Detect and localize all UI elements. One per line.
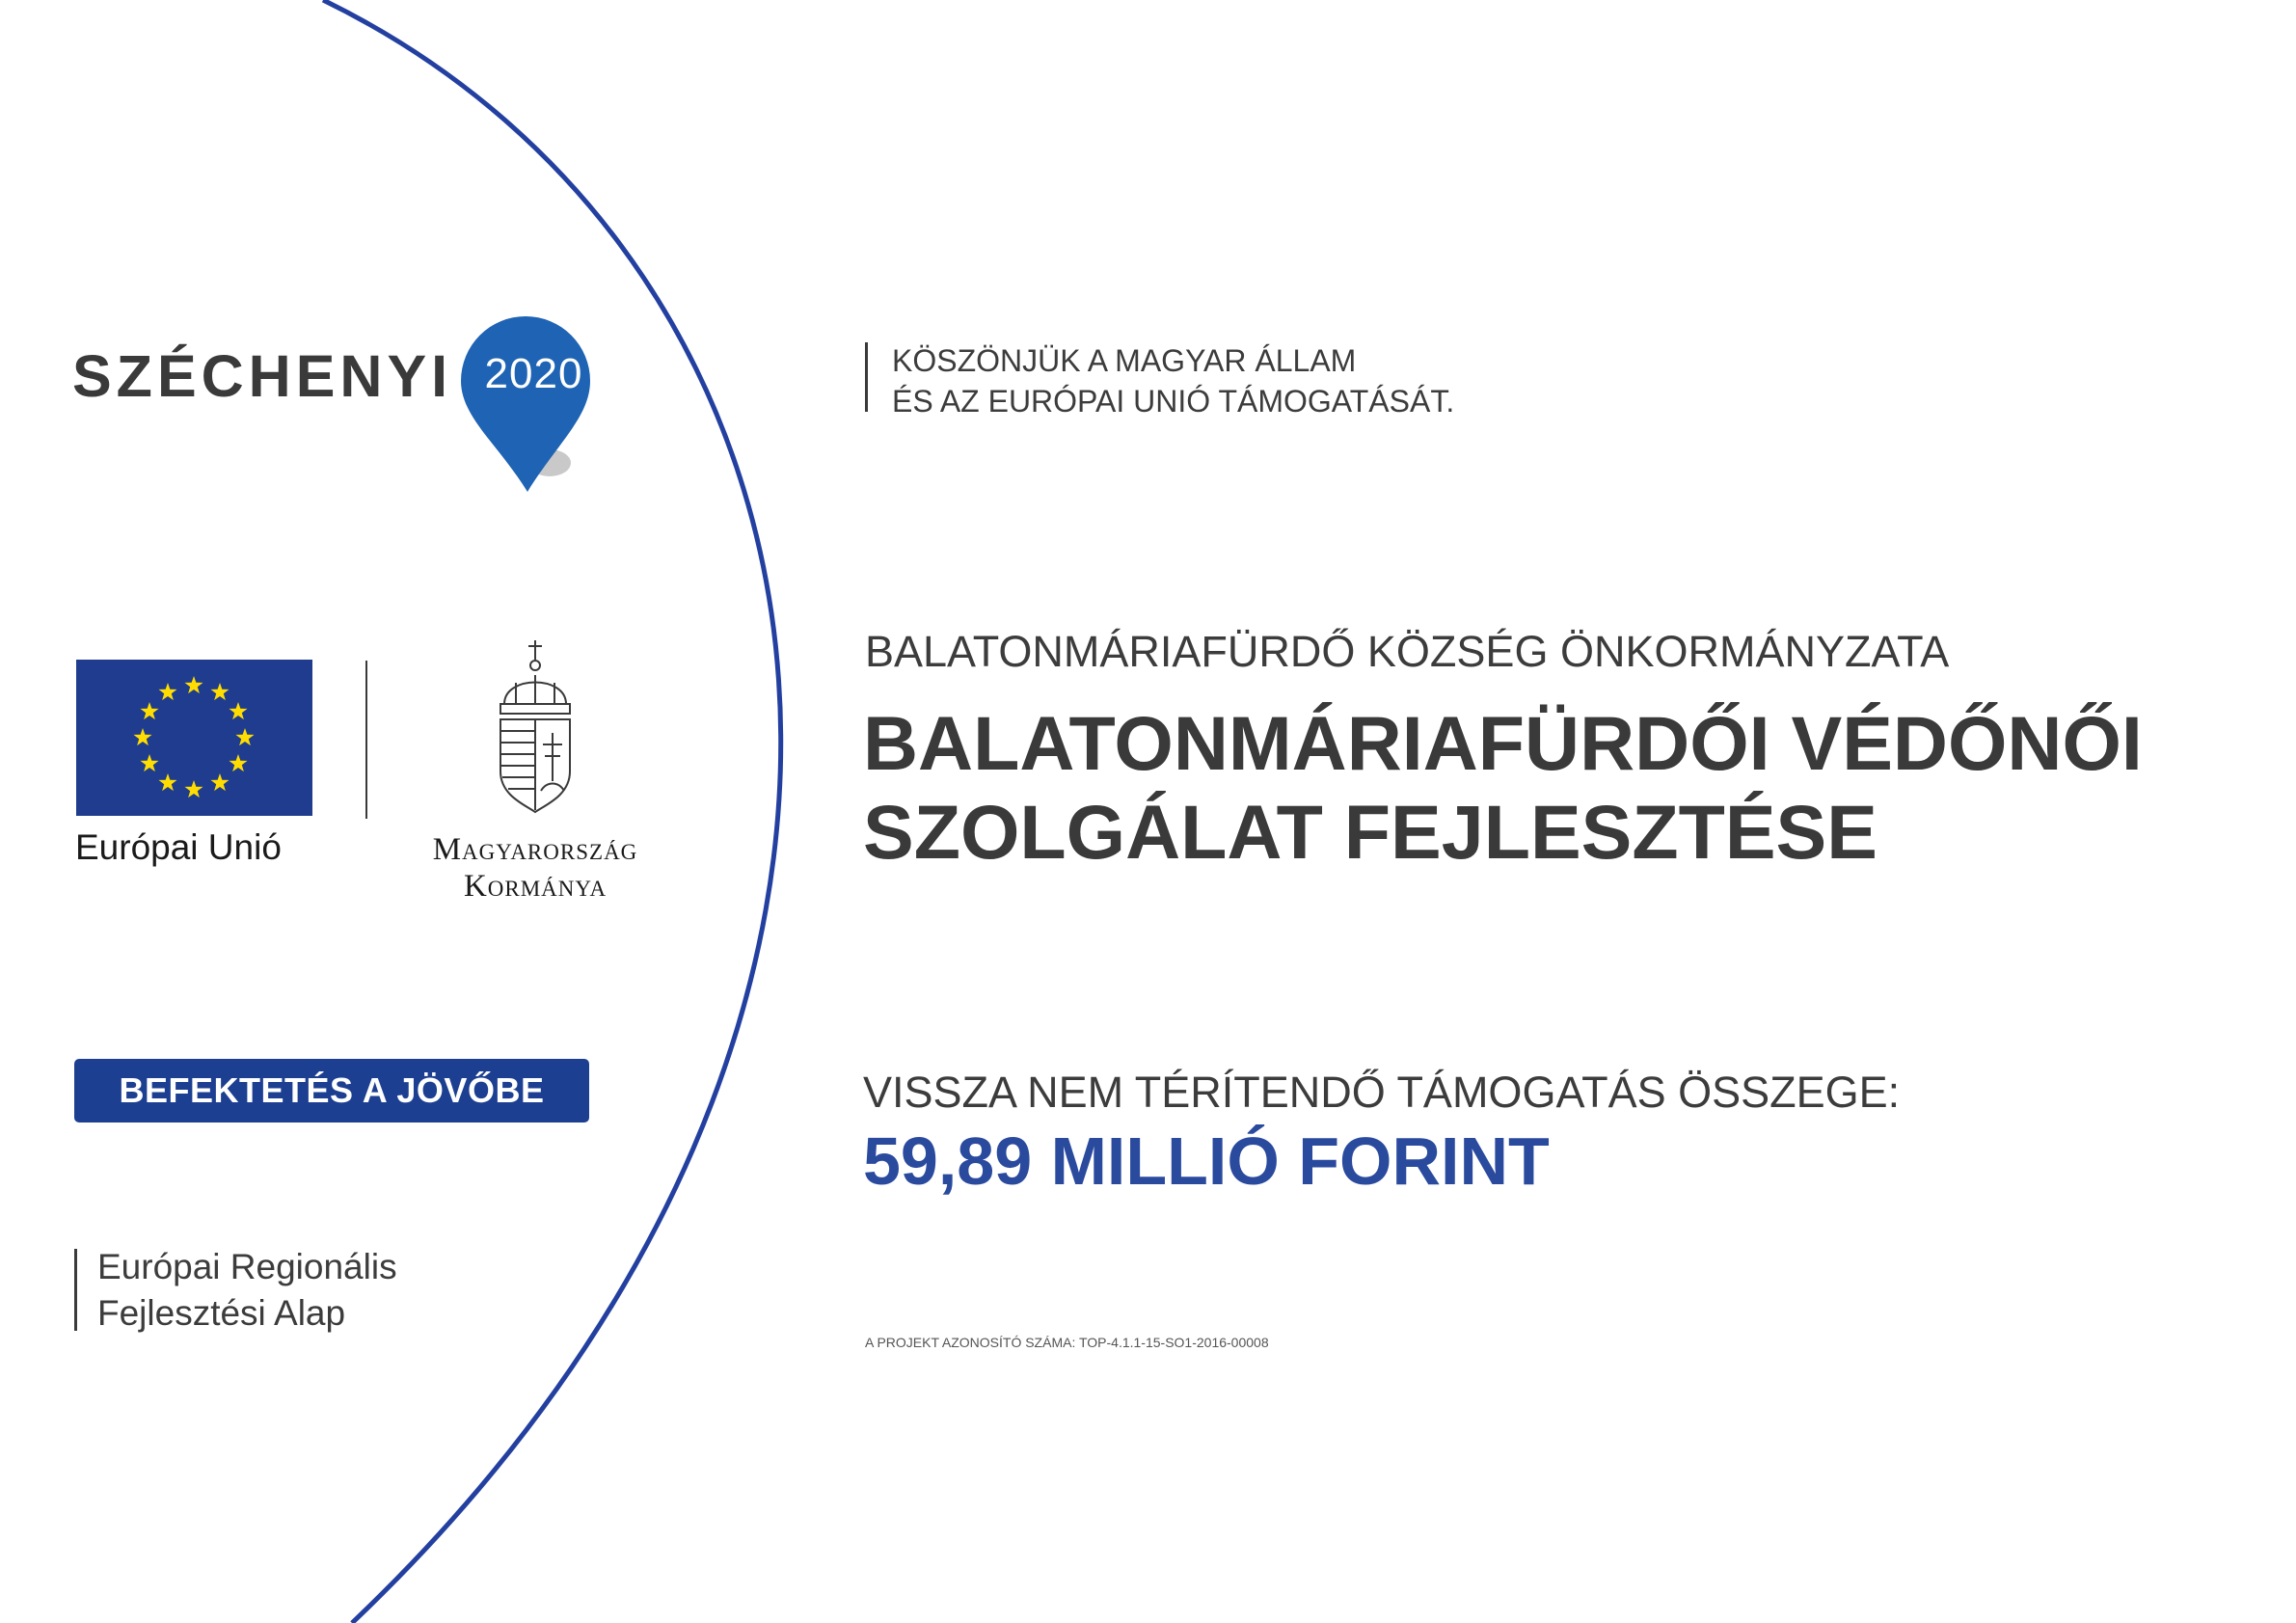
thanks-line-1: KÖSZÖNJÜK A MAGYAR ÁLLAM bbox=[892, 343, 1357, 378]
hungarian-coat-of-arms-icon bbox=[487, 636, 583, 820]
government-label bbox=[391, 831, 680, 905]
location-pin-icon bbox=[453, 309, 598, 501]
fund-label bbox=[97, 1244, 397, 1337]
beneficiary: BALATONMÁRIAFÜRDŐ KÖZSÉG ÖNKORMÁNYZATA bbox=[865, 627, 1950, 676]
project-title-line-2: SZOLGÁLAT FEJLESZTÉSE bbox=[863, 789, 1877, 875]
fund-divider bbox=[74, 1249, 77, 1331]
government-line-2: Kormánya bbox=[463, 869, 608, 904]
project-title bbox=[863, 699, 2143, 877]
eu-stars bbox=[76, 660, 312, 816]
invest-badge: BEFEKTETÉS A JÖVŐBE bbox=[74, 1059, 589, 1123]
project-title-line-1: BALATONMÁRIAFÜRDŐI VÉDŐNŐI bbox=[863, 700, 2143, 786]
szechenyi-year: 2020 bbox=[484, 350, 583, 397]
grant-label: VISSZA NEM TÉRÍTENDŐ TÁMOGATÁS ÖSSZEGE: bbox=[863, 1068, 1901, 1117]
eu-flag-icon bbox=[76, 660, 312, 816]
fund-line-2: Fejlesztési Alap bbox=[97, 1293, 346, 1333]
thanks-line-2: ÉS AZ EURÓPAI UNIÓ TÁMOGATÁSÁT. bbox=[892, 384, 1455, 419]
grant-amount: 59,89 MILLIÓ FORINT bbox=[863, 1123, 1550, 1199]
szechenyi-wordmark: SZÉCHENYI bbox=[72, 343, 453, 409]
government-line-1: Magyarország bbox=[432, 832, 638, 867]
logo-divider bbox=[365, 661, 367, 819]
thanks-note bbox=[892, 340, 1454, 421]
project-id: A PROJEKT AZONOSÍTÓ SZÁMA: TOP-4.1.1-15-SO1-2016-00008 bbox=[865, 1335, 1269, 1350]
fund-line-1: Európai Regionális bbox=[97, 1247, 397, 1286]
thanks-divider bbox=[865, 342, 868, 412]
eu-label: Európai Unió bbox=[75, 827, 282, 867]
